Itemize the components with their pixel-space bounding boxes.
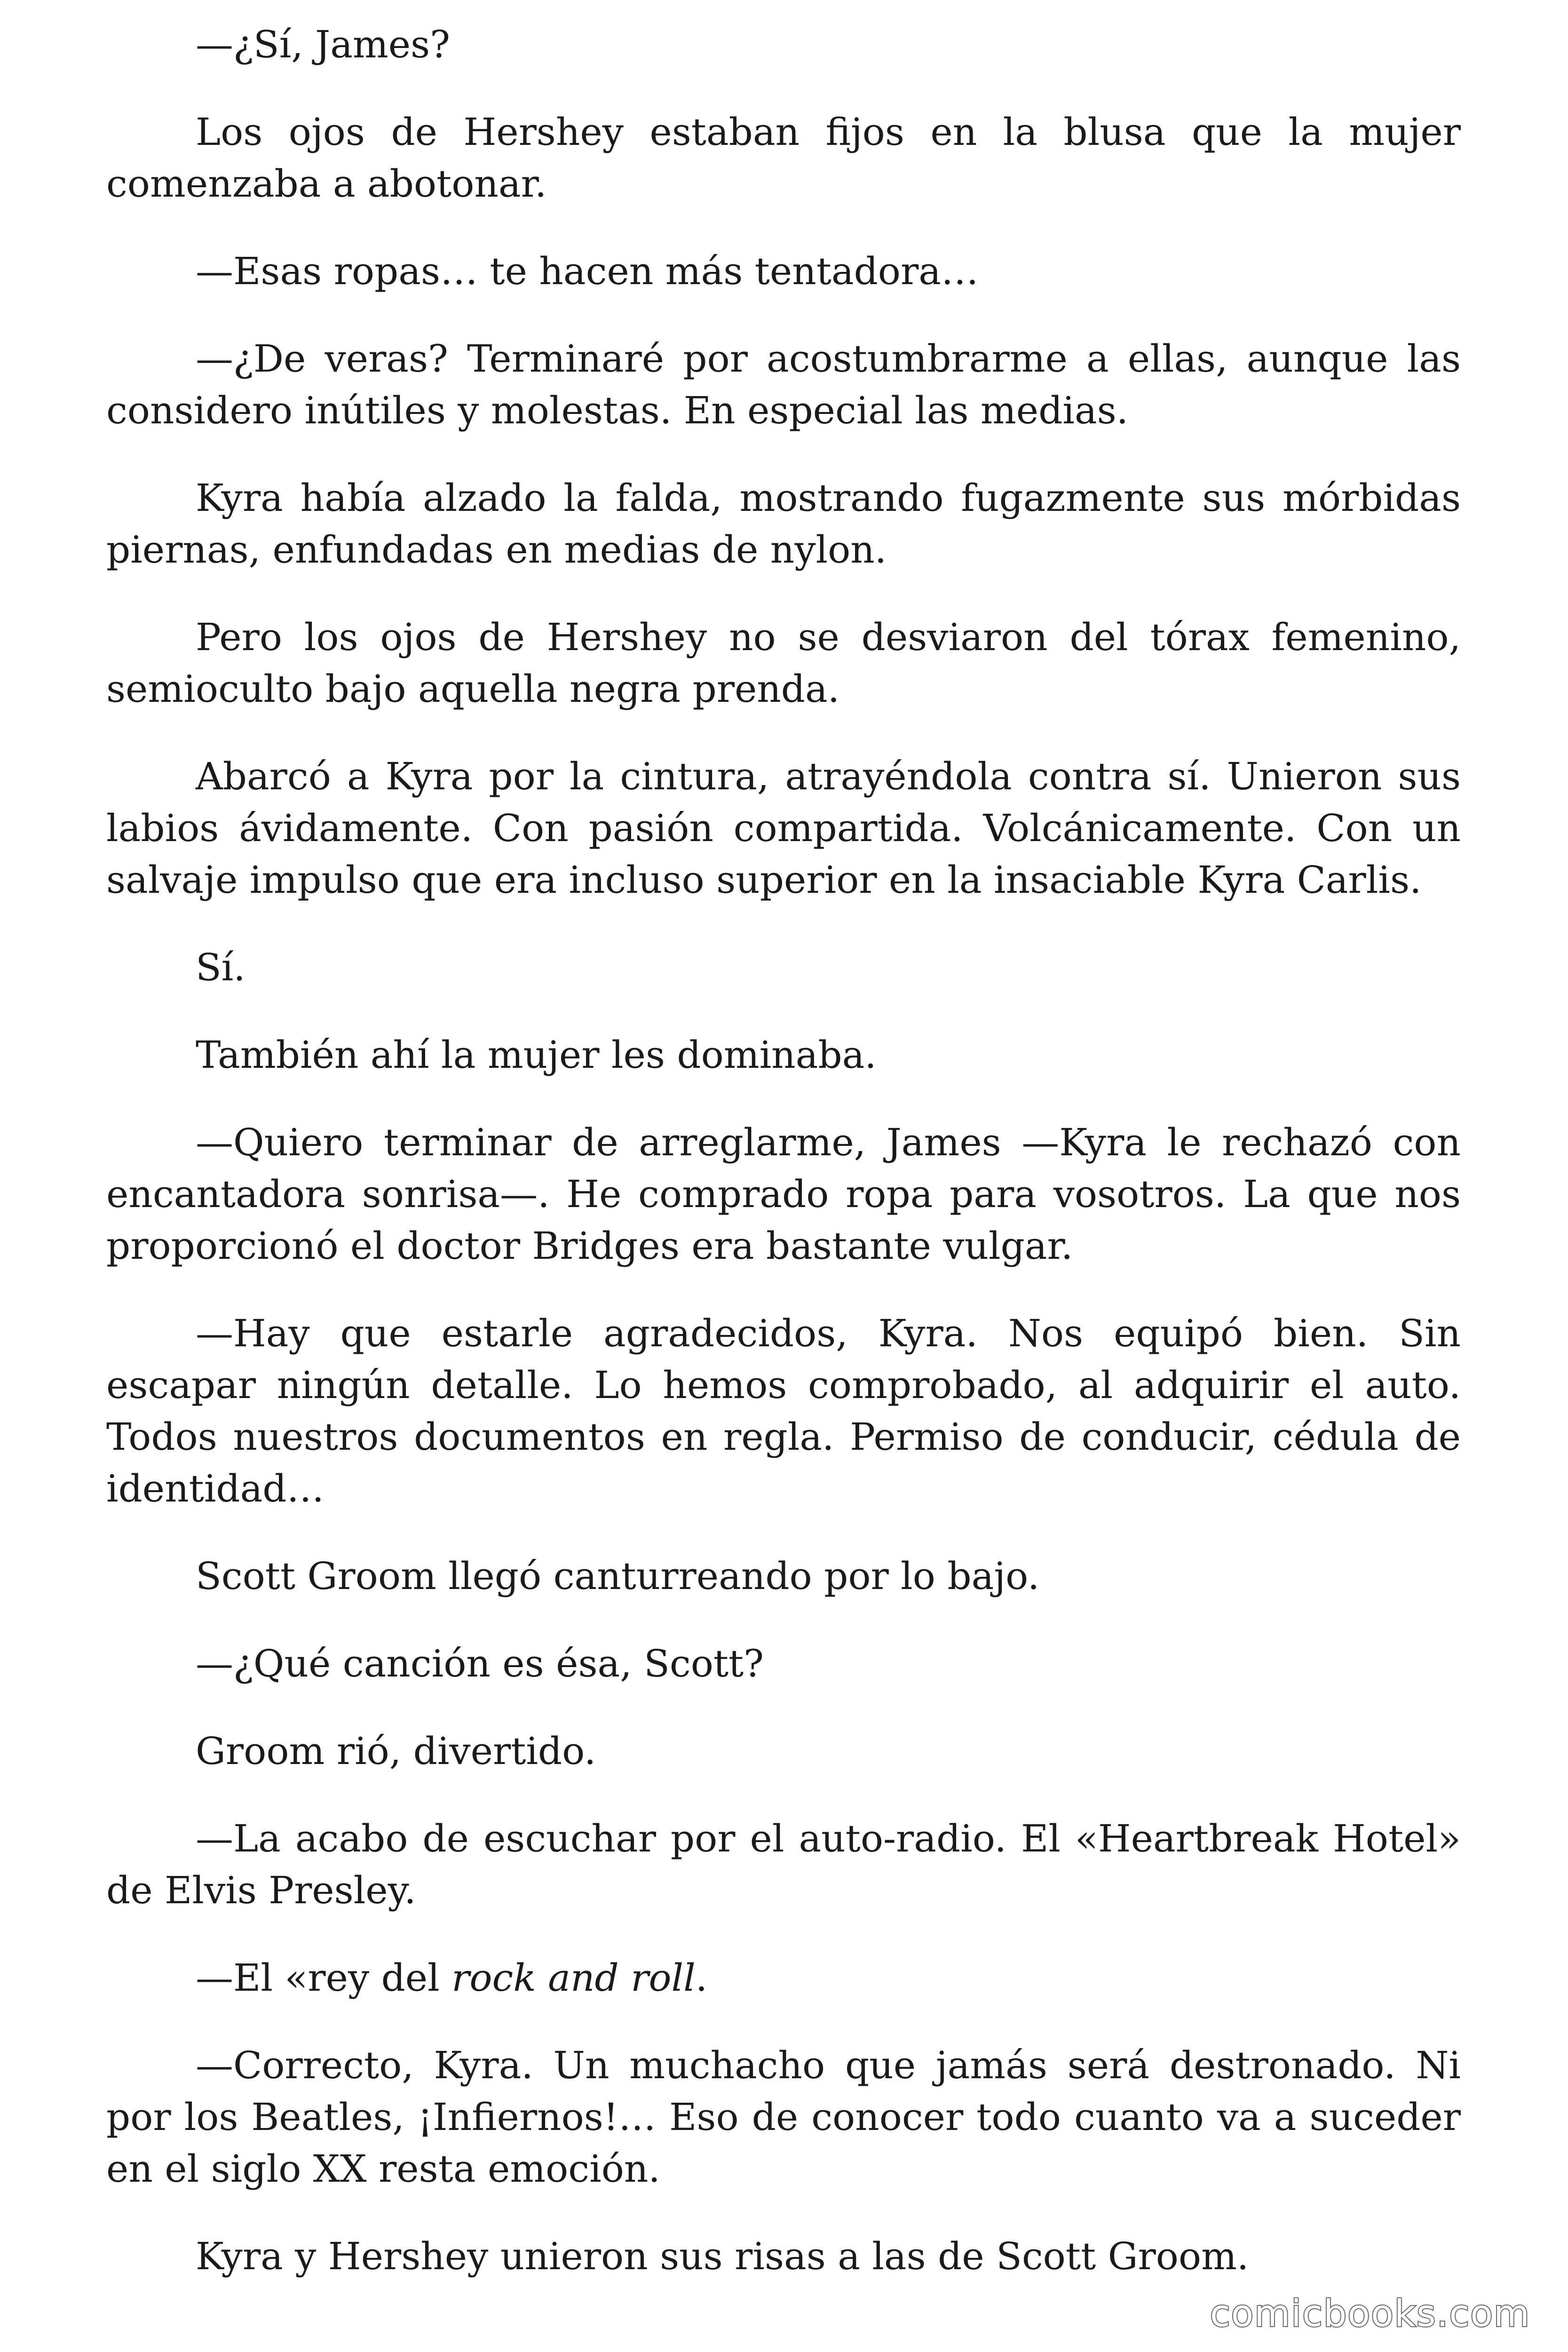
book-page — [106, 19, 1461, 2318]
paragraph: Abarcó a Kyra por la cintura, atrayéndola contra sí. Unieron sus labios ávidamente. Con pasión compartida. Volcánicamente. Con un salvaje impulso que era incluso superior en la insaciable Kyra Carlis. — [106, 755, 1461, 902]
paragraph: Sí. — [196, 946, 245, 989]
paragraph: —La acabo de escuchar por el auto-radio. El «Heartbreak Hotel» de Elvis Presley. — [106, 1817, 1461, 1912]
paragraph: —Hay que estarle agradecidos, Kyra. Nos equipó bien. Sin escapar ningún detalle. Lo hemos comprobado, al adquirir el auto. Todos nuestros documentos en regla. Permiso de conducir, cédula de identidad… — [106, 1311, 1461, 1510]
paragraph: —Quiero terminar de arreglarme, James —Kyra le rechazó con encantadora sonrisa—. He comprado ropa para vosotros. La que nos proporcionó el doctor Bridges era bastante vulgar. — [106, 1120, 1461, 1268]
paragraph: —¿Qué canción es ésa, Scott? — [196, 1642, 764, 1685]
italic-text: rock and roll — [451, 1956, 696, 2000]
paragraph: Los ojos de Hershey estaban fijos en la blusa que la mujer comenzaba a abotonar. — [106, 110, 1461, 206]
paragraph: También ahí la mujer les dominaba. — [196, 1033, 877, 1077]
paragraph: —¿Sí, James? — [196, 23, 451, 66]
paragraph: Kyra había alzado la falda, mostrando fugazmente sus mórbidas piernas, enfundadas en medias de nylon. — [106, 476, 1461, 572]
paragraph: —¿De veras? Terminaré por acostumbrarme a ellas, aunque las considero inútiles y molestas. En especial las medias. — [106, 337, 1461, 432]
paragraph: Groom rió, divertido. — [196, 1729, 596, 1773]
paragraph: —Esas ropas… te hacen más tentadora… — [196, 249, 979, 293]
paragraph: —Correcto, Kyra. Un muchacho que jamás será destronado. Ni por los Beatles, ¡Infiernos!… Eso de conocer todo cuanto va a suceder en el siglo XX resta emoción. — [106, 2043, 1461, 2191]
paragraph: Kyra y Hershey unieron sus risas a las de Scott Groom. — [196, 2234, 1249, 2278]
paragraph-text: —El «rey del — [196, 1956, 452, 2000]
paragraph-text: . — [695, 1956, 708, 2000]
paragraph: Pero los ojos de Hershey no se desviaron del tórax femenino, semioculto bajo aquella negra prenda. — [106, 615, 1461, 711]
paragraph: Scott Groom llegó canturreando por lo bajo. — [196, 1554, 1040, 1598]
watermark-text: comicbooks.com — [1210, 2293, 1530, 2335]
paragraph-with-italic — [106, 1952, 1461, 2004]
